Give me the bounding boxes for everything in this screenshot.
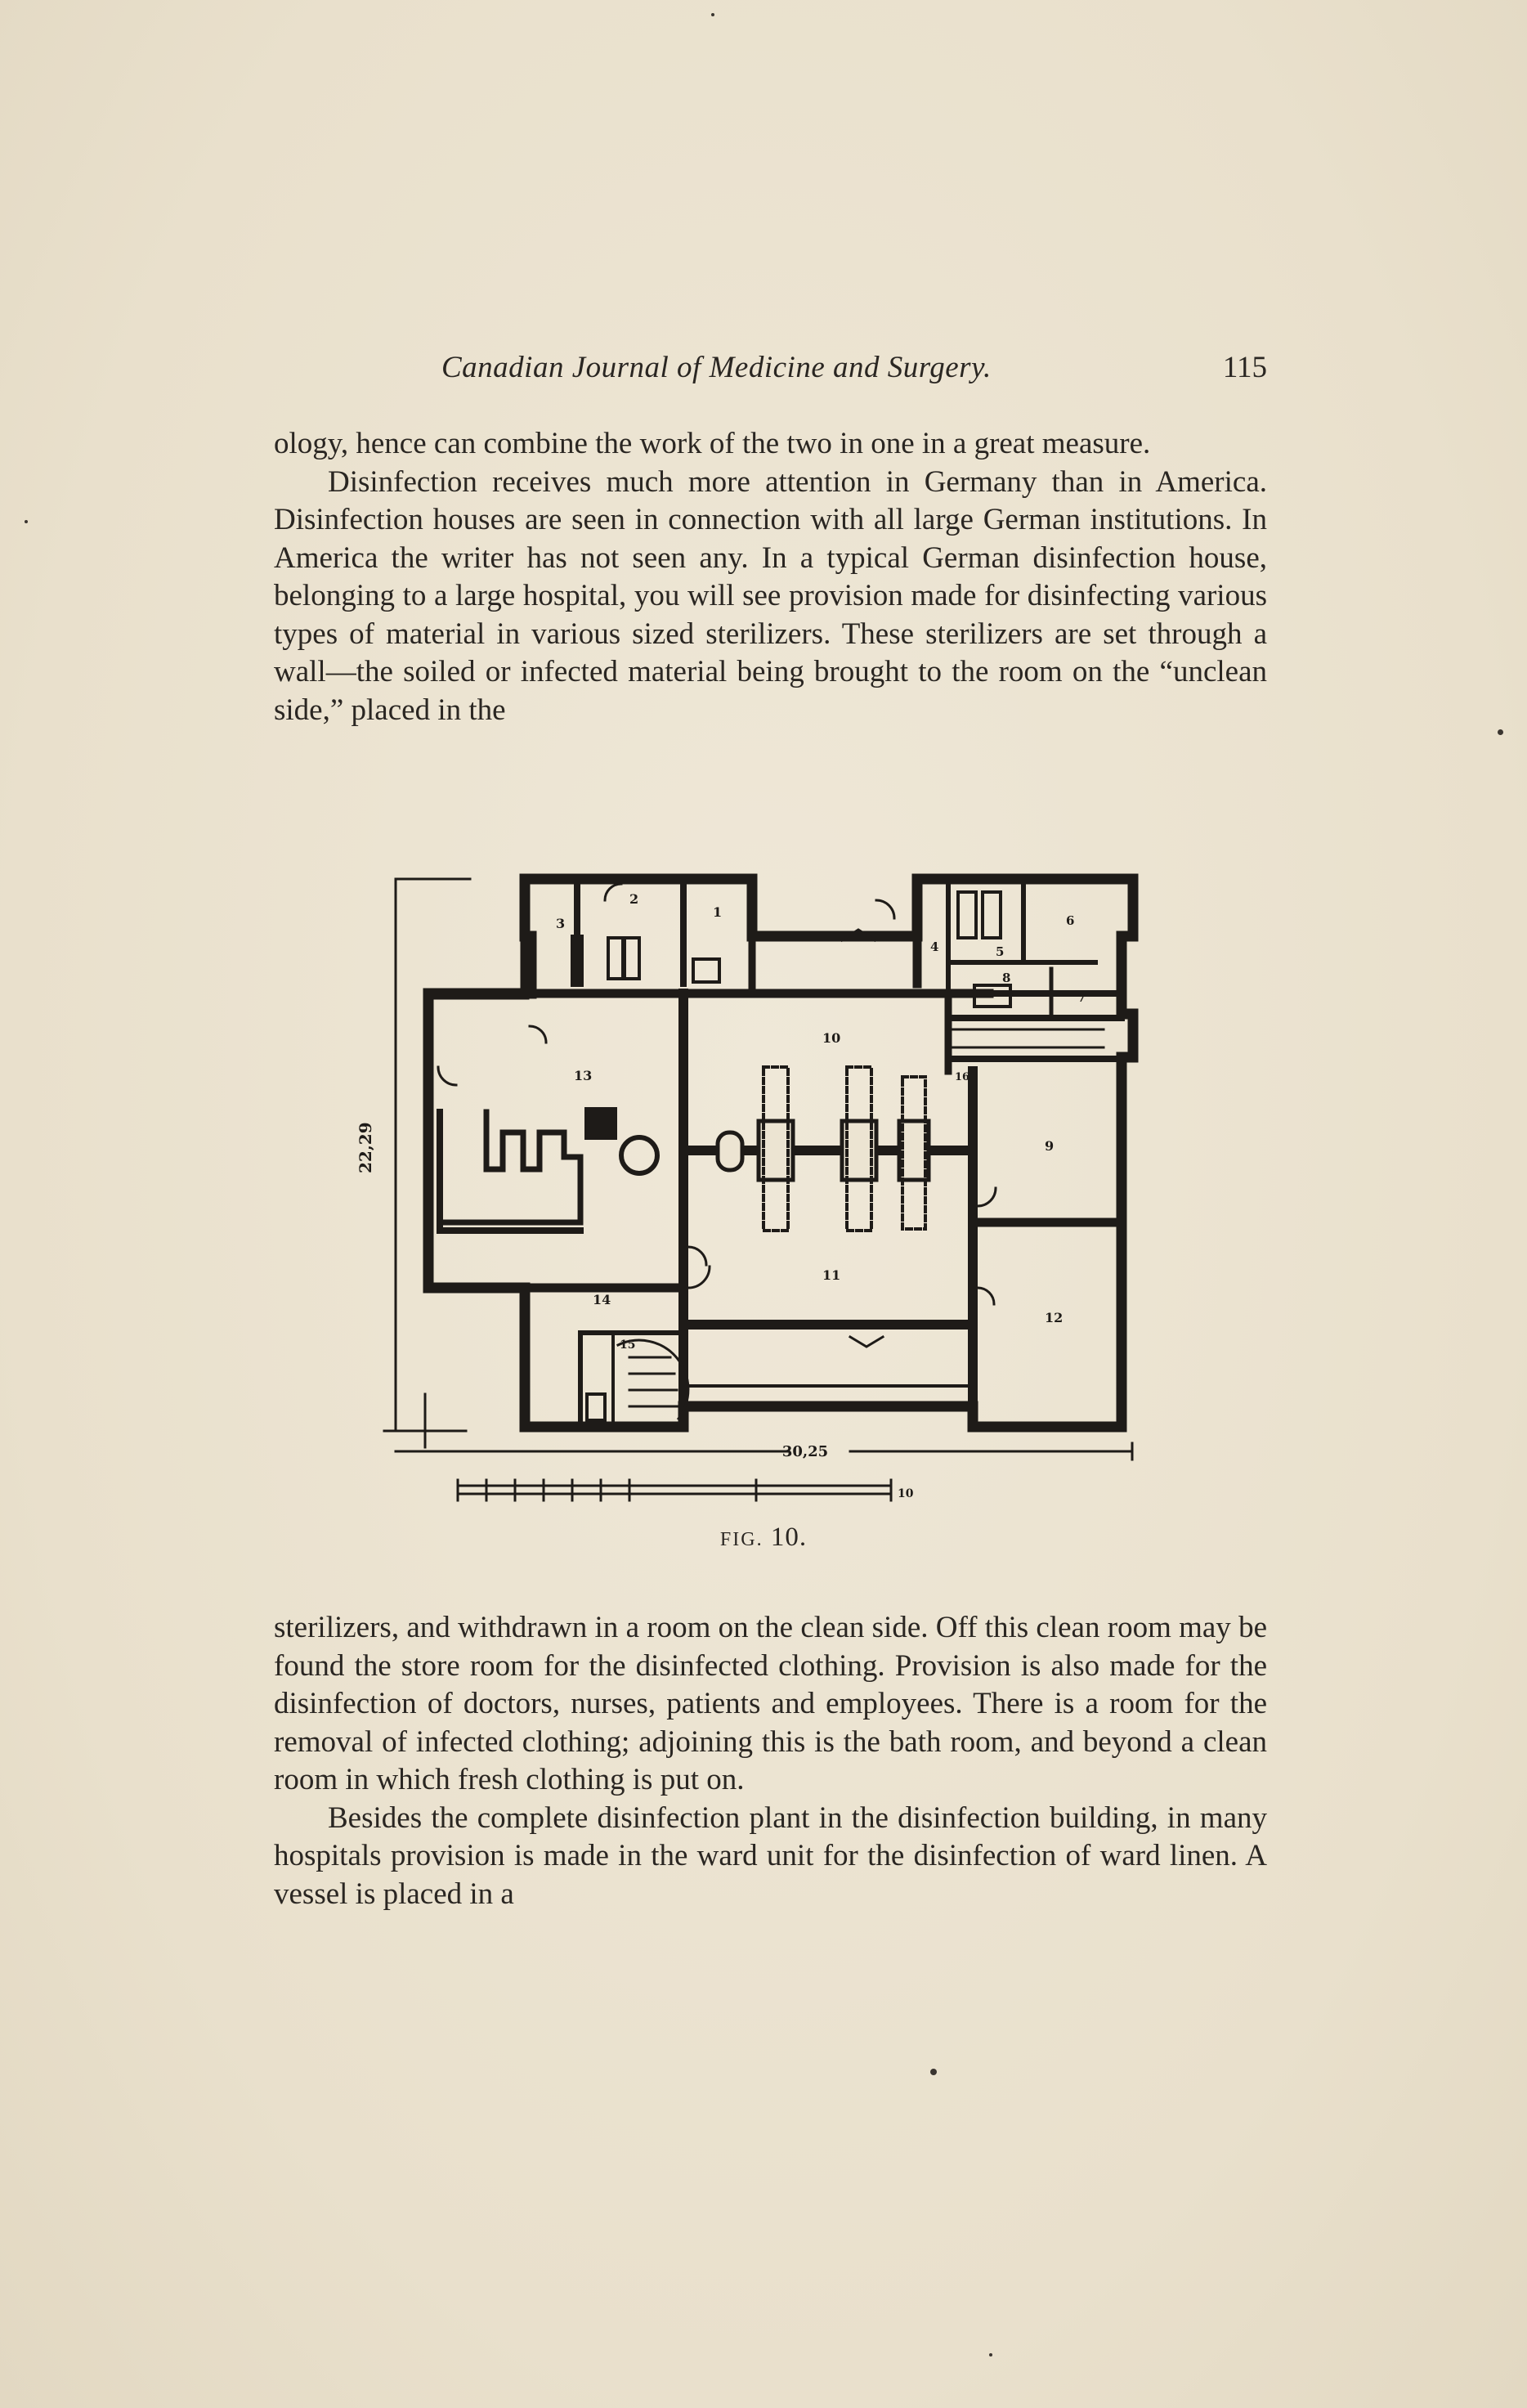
floor-plan-figure [356, 863, 1161, 1558]
scale-bar-label: 10 [898, 1487, 914, 1500]
paper-speck [989, 2353, 992, 2356]
page-number: 115 [1222, 351, 1267, 384]
caption-prefix: FIG. [719, 1529, 764, 1550]
paragraph: Disinfection receives much more attention in Germany than in America. Disinfection houses are seen in connection with all large German institutions. In America the writer has not seen any. In a typical German disinfection house, belonging to a large hospital, you will see provision made for disinfecting various types of material in various sized sterilizers. These sterilizers are set through a wall—the soiled or infected material being brought to the room on the “unclean side,” placed in the [274, 464, 1267, 727]
running-head [274, 350, 1267, 392]
room-label: 9 [1045, 1138, 1055, 1154]
paragraph: Besides the complete disinfection plant in the disinfection building, in many hospitals provision is made in the ward unit for the disinfection of ward linen. A vessel is placed in a [274, 1800, 1267, 1911]
journal-title: Canadian Journal of Medicine and Surgery. [441, 351, 992, 384]
figure-caption [0, 1522, 1527, 1553]
room-label: 14 [593, 1292, 611, 1307]
room-label: 5 [996, 944, 1005, 959]
paragraph: sterilizers, and withdrawn in a room on the clean side. Off this clean room may be found the store room for the disinfected clothing. Provision is also made for the disinfection of doctors, nurses, patients and employees. There is a room for the removal of infected clothing; adjoining this is the bath room, and beyond a clean room in which fresh clothing is put on. [274, 1611, 1267, 1796]
room-label: 6 [1066, 913, 1075, 928]
caption-number: 10. [770, 1522, 808, 1552]
paper-speck [1498, 729, 1503, 735]
room-label: 3 [556, 916, 566, 931]
room-label: 1 [713, 904, 723, 920]
paper-speck [711, 13, 714, 16]
room-label: 15 [620, 1339, 636, 1352]
room-label: 8 [1002, 971, 1011, 985]
room-label: 10 [822, 1030, 841, 1046]
paper-speck [25, 520, 28, 523]
room-label: 12 [1045, 1310, 1064, 1325]
horizontal-dimension-label: 30,25 [781, 1443, 829, 1460]
body-text-bottom [274, 1609, 1267, 1913]
floor-plan-drawing [356, 863, 1161, 1558]
vertical-dimension-label: 22,29 [356, 1122, 375, 1173]
room-label: 13 [574, 1068, 593, 1083]
body-text-top [274, 425, 1267, 729]
paragraph: ology, hence can combine the work of the two in one in a great measure. [274, 427, 1151, 460]
room-label: 11 [822, 1267, 841, 1283]
room-label: 16 [955, 1071, 970, 1083]
paper-speck [930, 2069, 937, 2075]
room-label: 4 [930, 939, 939, 954]
room-label: 7 [1077, 990, 1086, 1005]
room-label: 2 [629, 891, 639, 907]
